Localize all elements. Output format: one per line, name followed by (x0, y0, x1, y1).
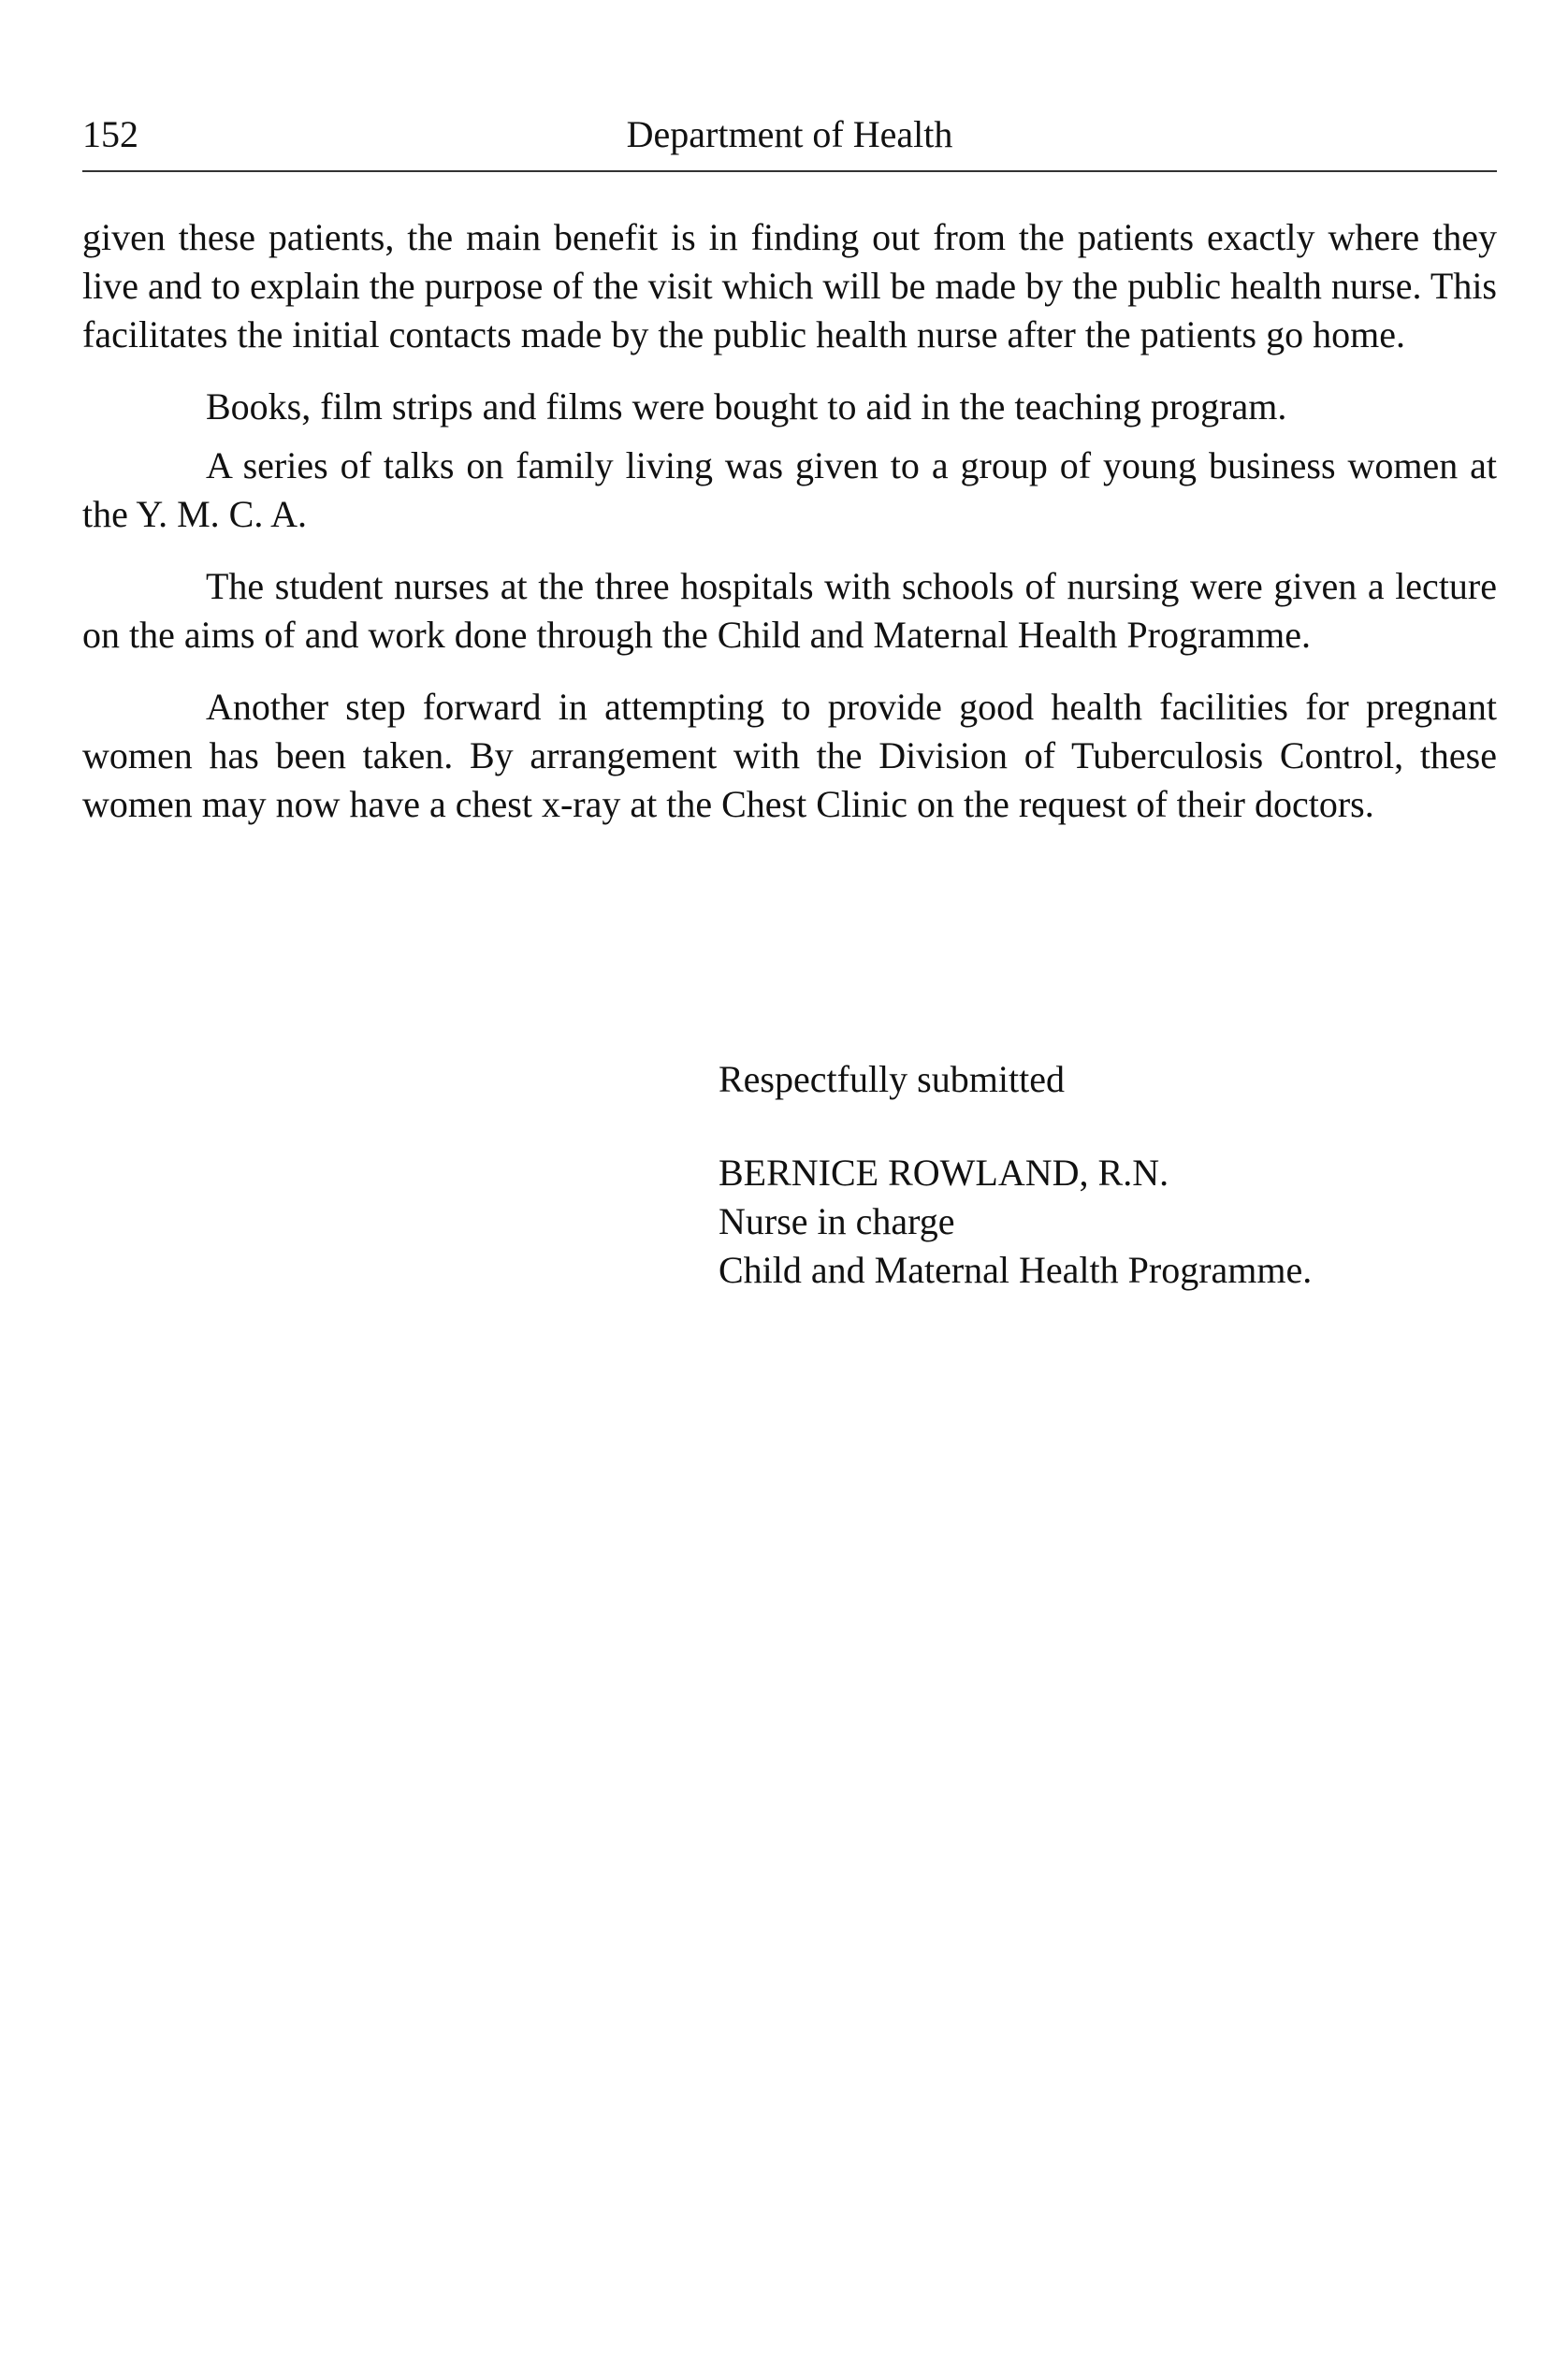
paragraph-continuation: given these patients, the main benefit is in finding out from the patients exactly where they live and to explain the purpose of the visit which will be made by the public health nurse. This facilitates the initial contacts made by the public health nurse after the patients go home. (82, 216, 1497, 355)
signature-name: BERNICE ROWLAND, R.N. (719, 1152, 1169, 1194)
paragraph-family-living-talks: A series of talks on family living was given to a group of young business women at the Y. M. C. A. (82, 444, 1497, 535)
signature-title: Nurse in charge (719, 1200, 955, 1242)
page-number: 152 (82, 113, 138, 155)
signature-closing: Respectfully submitted (719, 1058, 1065, 1100)
paragraph-chest-xray: Another step forward in attempting to provide good health facilities for pregnant women has been taken. By arrangement with the Division of Tuberculosis Control, these women may now have a chest x-ray at the Chest Clinic on the request of their doctors. (82, 686, 1497, 825)
signature-program: Child and Maternal Health Programme. (719, 1249, 1313, 1291)
paragraph-student-nurses-lecture: The student nurses at the three hospitals with schools of nursing were given a lecture on the aims of and work done through the Child and Maternal Health Programme. (82, 565, 1497, 656)
running-title: Department of Health (626, 113, 953, 155)
body-text (82, 213, 1497, 829)
paragraph-teaching-materials: Books, film strips and films were bought to aid in the teaching program. (206, 385, 1287, 428)
running-head (82, 109, 1497, 161)
signature-block (719, 1055, 1523, 1295)
header-rule (82, 170, 1497, 172)
